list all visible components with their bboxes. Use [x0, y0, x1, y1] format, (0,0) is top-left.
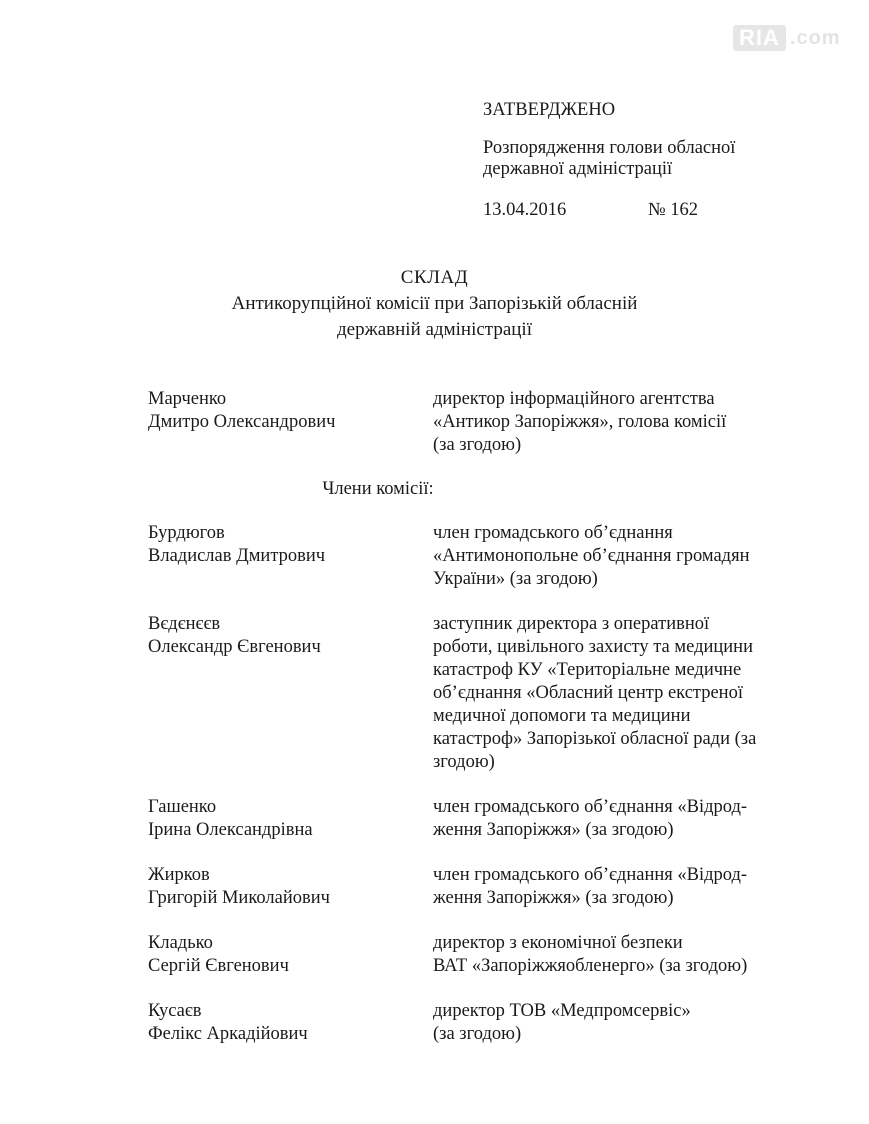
member-row: [148, 613, 788, 774]
approval-date-row: [483, 200, 813, 221]
member-desc-line: член громадського об’єднання: [433, 523, 673, 543]
document-title: [0, 265, 869, 343]
member-description: [433, 932, 788, 978]
member-desc-line: (за згодою): [433, 1024, 522, 1044]
member-description: [433, 864, 788, 910]
member-desc-line: України» (за згодою): [433, 569, 598, 589]
member-name-line-1: Гашенко: [148, 797, 217, 817]
member-desc-line: роботи, цивільного захисту та медицини: [433, 637, 753, 657]
member-name: [148, 796, 433, 842]
member-name: [148, 932, 433, 978]
member-desc-line: катастроф» Запорізької обласної ради (за: [433, 729, 757, 749]
approval-block: [483, 98, 813, 221]
watermark: [733, 22, 843, 54]
member-name: [148, 864, 433, 910]
member-desc-line: член громадського об’єднання «Відрод-: [433, 865, 748, 885]
member-desc-line: директор з економічної безпеки: [433, 933, 683, 953]
member-desc-line: заступник директора з оперативної: [433, 614, 710, 634]
member-name-line-2: Фелікс Аркадійович: [148, 1024, 308, 1044]
member-name-line-1: Кладько: [148, 933, 213, 953]
member-desc-line: ВАТ «Запоріжжяобленерго» (за згодою): [433, 956, 748, 976]
watermark-tail: .com: [789, 26, 841, 49]
member-name-line-1: Вєдєнєєв: [148, 614, 221, 634]
member-name-line-2: Олександр Євгенович: [148, 637, 321, 657]
chair-desc-line: директор інформаційного агентства: [433, 389, 715, 409]
member-row: [148, 522, 788, 591]
member-name-line-2: Григорій Миколайович: [148, 888, 330, 908]
member-desc-line: згодою): [433, 752, 495, 772]
member-desc-line: директор ТОВ «Медпромсервіс»: [433, 1001, 691, 1021]
approval-number: № 162: [648, 200, 699, 220]
watermark-box: RIA: [733, 25, 786, 51]
members-subheading: Члени комісії:: [322, 479, 434, 499]
members-list: [148, 388, 788, 1068]
member-desc-line: ження Запоріжжя» (за згодою): [433, 820, 674, 840]
member-desc-line: об’єднання «Обласний центр екстреної: [433, 683, 743, 703]
member-name: [148, 1000, 433, 1046]
chair-desc-line: (за згодою): [433, 435, 522, 455]
member-name-line-2: Владислав Дмитрович: [148, 546, 326, 566]
approval-line-2: державної адміністрації: [483, 159, 673, 179]
member-desc-line: член громадського об’єднання «Відрод-: [433, 797, 748, 817]
member-description: [433, 1000, 788, 1046]
member-row: [148, 796, 788, 842]
approval-title: ЗАТВЕРДЖЕНО: [483, 100, 616, 120]
member-description: [433, 796, 788, 842]
member-desc-line: медичної допомоги та медицини: [433, 706, 691, 726]
chair-row: [148, 388, 788, 457]
approval-date: 13.04.2016: [483, 200, 567, 220]
member-row: [148, 1000, 788, 1046]
member-desc-line: катастроф КУ «Територіальне медичне: [433, 660, 742, 680]
member-row: [148, 864, 788, 910]
chair-desc-line: «Антикор Запоріжжя», голова комісії: [433, 412, 727, 432]
member-name-line-2: Сергій Євгенович: [148, 956, 289, 976]
document-title-line-1: СКЛАД: [400, 267, 469, 288]
member-description: [433, 522, 788, 591]
document-title-line-2: Антикорупційної комісії при Запорізькій обласній: [231, 293, 638, 314]
document-title-line-3: державній адміністрації: [337, 319, 532, 340]
member-name-line-1: Жирков: [148, 865, 210, 885]
member-name-line-1: Кусаєв: [148, 1001, 202, 1021]
member-name: [148, 522, 433, 591]
chair-name-line-1: Марченко: [148, 389, 227, 409]
approval-line-1: Розпорядження голови обласної: [483, 138, 736, 158]
member-name-line-1: Бурдюгов: [148, 523, 225, 543]
member-desc-line: ження Запоріжжя» (за згодою): [433, 888, 674, 908]
member-row: [148, 932, 788, 978]
chair-name: [148, 388, 433, 457]
member-name-line-2: Ірина Олександрівна: [148, 820, 313, 840]
chair-description: [433, 388, 788, 457]
member-name: [148, 613, 433, 774]
member-description: [433, 613, 788, 774]
member-desc-line: «Антимонопольне об’єднання громадян: [433, 546, 750, 566]
chair-name-line-2: Дмитро Олександрович: [148, 412, 336, 432]
